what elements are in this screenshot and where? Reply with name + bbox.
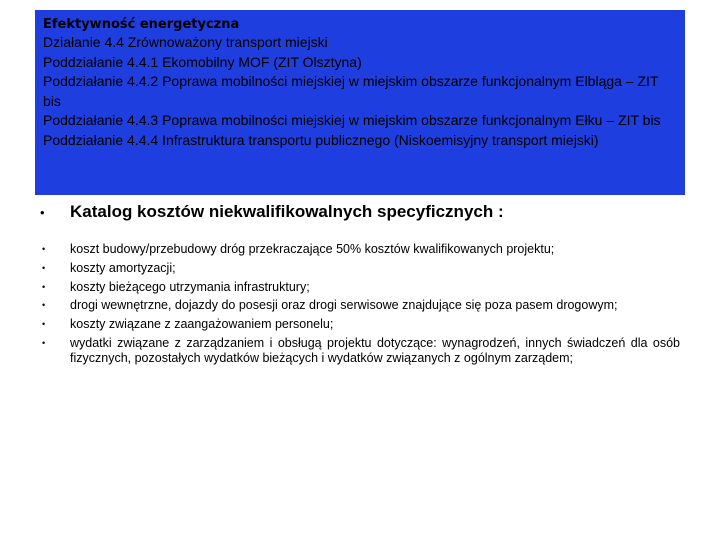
header-title: Efektywność energetyczna: [43, 17, 240, 32]
header-line-poddzialanie-4-4-1: Poddziałanie 4.4.1 Ekomobilny MOF (ZIT Olsztyna): [43, 53, 362, 70]
list-item: [40, 298, 680, 313]
list-bullet: •: [42, 319, 46, 330]
header-line-poddzialanie-4-4-4: Poddziałanie 4.4.4 Infrastruktura transportu publicznego (Niskoemisyjny transport miejski): [43, 131, 599, 148]
list-item-text: koszty amortyzacji;: [70, 260, 176, 275]
header-line-poddzialanie-4-4-2: Poddziałanie 4.4.2 Poprawa mobilności miejskiej w miejskim obszarze funkcjonalnym Elbląga – ZIT bis: [43, 73, 663, 109]
section-heading-row: [40, 202, 690, 222]
header-box: [35, 10, 685, 195]
list-bullet: •: [42, 337, 46, 348]
list-item: [40, 336, 680, 366]
section-bullet: •: [40, 205, 45, 220]
header-line-dzialanie: Działanie 4.4 Zrównoważony transport miejski: [43, 34, 328, 50]
list-item-text: drogi wewnętrzne, dojazdy do posesji oraz drogi serwisowe znajdujące się poza pasem drogowym;: [70, 298, 618, 313]
list-bullet: •: [42, 300, 46, 311]
list-bullet: •: [42, 244, 46, 254]
list-item-text: koszty związane z zaangażowaniem personelu;: [70, 317, 334, 332]
header-line-poddzialanie-4-4-3: Poddziałanie 4.4.3 Poprawa mobilności miejskiej w miejskim obszarze funkcjonalnym Ełku – ZIT bis: [43, 112, 661, 128]
list-item: [40, 261, 680, 276]
list-item: [40, 280, 680, 295]
list-bullet: •: [42, 262, 46, 273]
cost-list: [40, 242, 680, 370]
list-item: [40, 317, 680, 332]
list-item-text: wydatki związane z zarządzaniem i obsługą projektu dotyczące: wynagrodzeń, innych świadczeń dla osób fizycznych, pozostałych wydatków bieżących i wydatków związanych z ogólnym zarządem;: [70, 335, 680, 365]
list-item-text: koszty bieżącego utrzymania infrastruktury;: [70, 279, 310, 294]
list-item-text: koszt budowy/przebudowy dróg przekraczające 50% kosztów kwalifikowanych projektu;: [70, 242, 555, 256]
list-item: [40, 242, 680, 257]
section-heading: Katalog kosztów niekwalifikowalnych specyficznych :: [70, 202, 504, 221]
list-bullet: •: [42, 281, 46, 292]
